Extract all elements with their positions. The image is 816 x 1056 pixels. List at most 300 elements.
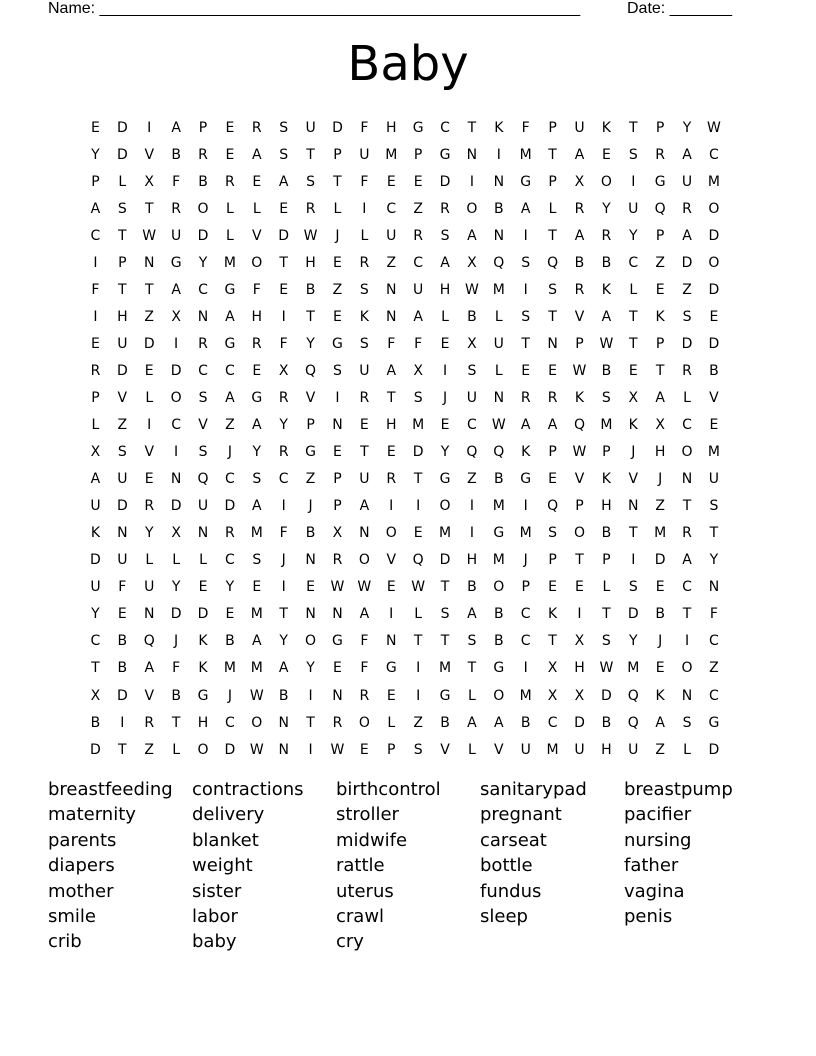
grid-letter: I bbox=[389, 606, 394, 623]
grid-letter: I bbox=[308, 687, 313, 704]
grid-letter: U bbox=[574, 119, 585, 136]
grid-letter: W bbox=[330, 579, 345, 596]
grid-letter: G bbox=[197, 687, 209, 704]
grid-letter: L bbox=[145, 552, 154, 569]
grid-letter: S bbox=[117, 444, 127, 461]
grid-letter: N bbox=[197, 308, 209, 325]
grid-letter: T bbox=[709, 525, 719, 542]
grid-letter: I bbox=[469, 173, 474, 190]
grid-letter: B bbox=[171, 146, 181, 163]
grid-letter: Y bbox=[225, 579, 235, 596]
grid-letter: T bbox=[171, 714, 181, 731]
grid-letter: H bbox=[601, 741, 612, 758]
word-list-item: smile bbox=[48, 905, 96, 927]
grid-letter: N bbox=[117, 525, 128, 542]
grid-letter: R bbox=[359, 687, 370, 704]
word-list-item: midwife bbox=[336, 829, 408, 851]
grid-letter: V bbox=[144, 687, 155, 704]
grid-letter: U bbox=[359, 471, 370, 488]
grid-letter: A bbox=[574, 227, 585, 244]
grid-letter: R bbox=[574, 200, 585, 217]
grid-letter: A bbox=[601, 308, 612, 325]
grid-letter: Y bbox=[628, 227, 638, 244]
grid-letter: D bbox=[627, 606, 639, 623]
grid-letter: W bbox=[249, 687, 264, 704]
grid-letter: Y bbox=[279, 633, 288, 650]
grid-letter: E bbox=[359, 417, 369, 434]
grid-letter: L bbox=[172, 552, 181, 569]
grid-letter: Y bbox=[306, 335, 315, 352]
grid-letter: K bbox=[90, 525, 101, 542]
word-list-item: breastpump bbox=[624, 779, 733, 800]
grid-letter: Y bbox=[171, 579, 181, 596]
grid-letter: X bbox=[332, 525, 343, 542]
grid-letter: S bbox=[252, 552, 262, 569]
grid-letter: E bbox=[144, 471, 154, 488]
grid-letter: O bbox=[305, 633, 317, 650]
grid-letter: I bbox=[308, 741, 313, 758]
grid-letter: T bbox=[306, 146, 315, 163]
grid-letter: B bbox=[655, 606, 665, 623]
grid-letter: V bbox=[386, 552, 397, 569]
grid-letter: A bbox=[171, 119, 181, 136]
grid-letter: R bbox=[547, 389, 558, 406]
grid-letter: S bbox=[306, 173, 316, 190]
grid-letter: L bbox=[118, 173, 127, 190]
grid-letter: Z bbox=[709, 660, 719, 677]
grid-letter: Q bbox=[627, 687, 639, 704]
grid-letter: L bbox=[199, 552, 207, 569]
grid-letter: F bbox=[387, 335, 396, 352]
grid-letter: D bbox=[681, 335, 693, 352]
word-list-item: delivery bbox=[192, 804, 265, 826]
grid-letter: R bbox=[251, 119, 262, 136]
grid-letter: Z bbox=[144, 308, 155, 325]
grid-letter: Q bbox=[143, 633, 155, 650]
grid-letter: G bbox=[251, 389, 263, 406]
grid-letter: L bbox=[172, 741, 181, 758]
grid-letter: T bbox=[413, 633, 423, 650]
grid-letter: R bbox=[440, 200, 450, 217]
grid-letter: R bbox=[359, 389, 370, 406]
grid-letter: A bbox=[278, 660, 289, 677]
grid-letter: I bbox=[147, 119, 152, 136]
grid-letter: N bbox=[143, 254, 155, 271]
grid-letter: G bbox=[493, 525, 505, 542]
grid-letter: S bbox=[467, 362, 477, 379]
header-fields bbox=[48, 0, 748, 20]
grid-letter: M bbox=[385, 146, 398, 163]
grid-letter: C bbox=[520, 633, 531, 650]
grid-letter: S bbox=[601, 389, 611, 406]
grid-letter: N bbox=[493, 227, 505, 244]
grid-letter: T bbox=[548, 146, 557, 163]
grid-letter: C bbox=[520, 606, 531, 623]
grid-letter: L bbox=[414, 606, 423, 623]
grid-letter: Z bbox=[386, 254, 397, 271]
grid-letter: R bbox=[278, 444, 289, 461]
grid-letter: Q bbox=[654, 200, 666, 217]
grid-letter: S bbox=[440, 227, 450, 244]
grid-letter: Q bbox=[466, 444, 478, 461]
grid-letter: S bbox=[252, 471, 262, 488]
grid-letter: D bbox=[116, 498, 128, 515]
grid-letter: R bbox=[682, 200, 692, 217]
grid-letter: L bbox=[468, 687, 476, 704]
grid-letter: G bbox=[385, 660, 397, 677]
grid-letter: E bbox=[548, 362, 558, 379]
grid-letter: A bbox=[171, 281, 181, 298]
grid-letter: M bbox=[223, 660, 236, 677]
grid-letter: E bbox=[117, 606, 127, 623]
grid-letter: U bbox=[413, 281, 424, 298]
word-list-item: bottle bbox=[480, 855, 533, 877]
grid-letter: I bbox=[631, 552, 636, 569]
grid-letter: E bbox=[386, 444, 396, 461]
grid-letter: I bbox=[147, 417, 152, 434]
grid-letter: N bbox=[386, 633, 397, 650]
grid-letter: O bbox=[358, 552, 370, 569]
word-list-item: pregnant bbox=[480, 804, 562, 826]
grid-letter: Y bbox=[144, 525, 154, 542]
grid-letter: Q bbox=[547, 254, 559, 271]
grid-letter: L bbox=[360, 227, 369, 244]
grid-letter: P bbox=[575, 498, 584, 515]
grid-letter: B bbox=[467, 308, 477, 325]
grid-letter: H bbox=[654, 444, 666, 461]
grid-letter: U bbox=[305, 119, 316, 136]
grid-letter: T bbox=[655, 362, 665, 379]
grid-letter: B bbox=[171, 687, 181, 704]
grid-letter: V bbox=[198, 417, 208, 434]
grid-letter: C bbox=[709, 633, 719, 650]
grid-letter: D bbox=[332, 119, 343, 136]
grid-letter: S bbox=[628, 579, 638, 596]
grid-letter: A bbox=[90, 200, 101, 217]
grid-letter: J bbox=[335, 227, 340, 244]
grid-letter: E bbox=[252, 362, 262, 379]
grid-letter: J bbox=[442, 389, 448, 406]
grid-letter: Q bbox=[305, 362, 317, 379]
word-list-item: sister bbox=[192, 880, 242, 902]
grid-letter: U bbox=[359, 362, 370, 379]
grid-letter: A bbox=[520, 200, 531, 217]
word-list-item: father bbox=[624, 855, 679, 877]
grid-letter: V bbox=[494, 741, 504, 758]
grid-letter: A bbox=[655, 714, 665, 731]
grid-letter: R bbox=[171, 200, 181, 217]
grid-letter: K bbox=[547, 606, 558, 623]
grid-letter: D bbox=[224, 741, 236, 758]
grid-letter: D bbox=[574, 714, 585, 731]
grid-letter: P bbox=[413, 146, 423, 163]
grid-letter: E bbox=[575, 579, 584, 596]
grid-letter: E bbox=[386, 173, 396, 190]
grid-letter: Z bbox=[332, 281, 343, 298]
grid-letter: W bbox=[599, 335, 614, 352]
grid-letter: G bbox=[493, 660, 505, 677]
grid-letter: I bbox=[416, 660, 421, 677]
grid-letter: K bbox=[655, 308, 665, 325]
grid-letter: Z bbox=[305, 471, 316, 488]
grid-letter: O bbox=[251, 254, 263, 271]
grid-letter: U bbox=[466, 389, 478, 406]
grid-letter: O bbox=[681, 444, 693, 461]
grid-letter: L bbox=[145, 389, 154, 406]
grid-letter: D bbox=[708, 741, 720, 758]
grid-letter: A bbox=[547, 417, 558, 434]
grid-letter: X bbox=[574, 633, 585, 650]
grid-letter: G bbox=[224, 335, 236, 352]
grid-letter: N bbox=[278, 714, 289, 731]
grid-letter: G bbox=[439, 146, 451, 163]
grid-letter: G bbox=[654, 173, 666, 190]
grid-letter: E bbox=[655, 579, 665, 596]
word-list-item: contractions bbox=[192, 779, 304, 800]
grid-letter: E bbox=[279, 200, 289, 217]
grid-letter: L bbox=[494, 362, 503, 379]
grid-letter: S bbox=[413, 741, 423, 758]
grid-letter: M bbox=[546, 741, 559, 758]
grid-letter: D bbox=[116, 687, 128, 704]
grid-letter: E bbox=[709, 308, 719, 325]
grid-letter: T bbox=[91, 660, 100, 677]
grid-letter: V bbox=[305, 389, 316, 406]
grid-letter: O bbox=[600, 173, 612, 190]
grid-letter: D bbox=[116, 362, 128, 379]
grid-letter: G bbox=[305, 444, 316, 461]
grid-letter: K bbox=[601, 119, 611, 136]
grid-letter: I bbox=[389, 498, 394, 515]
grid-letter: N bbox=[332, 606, 343, 623]
grid-letter: X bbox=[574, 173, 585, 190]
grid-letter: E bbox=[91, 335, 100, 352]
grid-letter: B bbox=[520, 714, 531, 731]
grid-letter: B bbox=[601, 525, 612, 542]
grid-letter: T bbox=[467, 660, 477, 677]
grid-letter: E bbox=[386, 579, 396, 596]
grid-letter: V bbox=[144, 444, 155, 461]
grid-letter: T bbox=[279, 606, 288, 623]
word-list-item: mother bbox=[48, 880, 114, 902]
grid-letter: O bbox=[493, 687, 505, 704]
grid-letter: R bbox=[90, 362, 101, 379]
word-list-item: weight bbox=[192, 855, 253, 877]
grid-letter: Q bbox=[547, 498, 559, 515]
grid-letter: E bbox=[628, 362, 638, 379]
grid-letter: H bbox=[385, 119, 397, 136]
grid-letter: A bbox=[252, 146, 262, 163]
grid-letter: S bbox=[601, 633, 611, 650]
grid-letter: I bbox=[523, 227, 528, 244]
grid-letter: T bbox=[413, 471, 423, 488]
grid-letter: F bbox=[118, 579, 127, 596]
grid-letter: H bbox=[305, 254, 316, 271]
word-list-item: carseat bbox=[480, 829, 547, 851]
grid-letter: E bbox=[279, 281, 289, 298]
grid-letter: U bbox=[628, 741, 639, 758]
grid-letter: C bbox=[225, 471, 235, 488]
grid-letter: Z bbox=[655, 498, 665, 515]
grid-letter: I bbox=[442, 362, 448, 379]
grid-letter: B bbox=[440, 714, 450, 731]
grid-letter: E bbox=[306, 579, 315, 596]
grid-letter: X bbox=[171, 525, 181, 542]
grid-letter: L bbox=[225, 227, 234, 244]
grid-letter: C bbox=[413, 254, 424, 271]
grid-letter: H bbox=[439, 281, 451, 298]
grid-letter: A bbox=[278, 173, 289, 190]
grid-letter: F bbox=[252, 281, 261, 298]
grid-letter: B bbox=[494, 633, 504, 650]
grid-letter: P bbox=[521, 579, 530, 596]
grid-letter: G bbox=[520, 471, 532, 488]
grid-letter: N bbox=[547, 335, 558, 352]
grid-letter: N bbox=[143, 606, 155, 623]
grid-letter: F bbox=[360, 119, 369, 136]
grid-letter: U bbox=[493, 335, 504, 352]
grid-letter: J bbox=[227, 687, 232, 704]
grid-letter: P bbox=[333, 471, 342, 488]
grid-letter: H bbox=[466, 552, 478, 569]
grid-letter: D bbox=[439, 173, 451, 190]
grid-letter: F bbox=[709, 606, 718, 623]
grid-letter: U bbox=[170, 227, 182, 244]
grid-letter: V bbox=[144, 146, 155, 163]
grid-letter: P bbox=[548, 173, 557, 190]
grid-letter: Z bbox=[467, 471, 477, 488]
grid-letter: D bbox=[197, 606, 209, 623]
grid-letter: P bbox=[333, 498, 342, 515]
word-list-item: cry bbox=[336, 931, 364, 953]
grid-letter: O bbox=[197, 741, 209, 758]
grid-letter: A bbox=[252, 498, 262, 515]
grid-letter: E bbox=[386, 687, 396, 704]
grid-letter: B bbox=[90, 714, 101, 731]
grid-letter: U bbox=[197, 498, 209, 515]
grid-letter: B bbox=[305, 525, 316, 542]
grid-letter: H bbox=[574, 660, 585, 677]
grid-letter: H bbox=[601, 498, 612, 515]
grid-letter: E bbox=[521, 362, 531, 379]
grid-letter: X bbox=[467, 335, 477, 352]
grid-letter: R bbox=[682, 362, 692, 379]
grid-letter: K bbox=[198, 660, 208, 677]
grid-letter: M bbox=[519, 525, 532, 542]
word-list-item: maternity bbox=[48, 804, 136, 826]
grid-letter: D bbox=[116, 119, 128, 136]
grid-letter: N bbox=[681, 687, 693, 704]
grid-letter: S bbox=[709, 498, 719, 515]
grid-letter: E bbox=[91, 119, 100, 136]
grid-letter: T bbox=[333, 173, 342, 190]
grid-letter: R bbox=[305, 200, 316, 217]
grid-letter: L bbox=[91, 417, 100, 434]
grid-letter: D bbox=[170, 606, 182, 623]
grid-letter: C bbox=[628, 254, 639, 271]
grid-letter: Y bbox=[306, 660, 315, 677]
word-list-item: crib bbox=[48, 931, 82, 953]
grid-letter: U bbox=[90, 498, 101, 515]
grid-letter: T bbox=[360, 444, 369, 461]
grid-letter: U bbox=[708, 471, 720, 488]
grid-letter: S bbox=[440, 606, 450, 623]
word-list-item: rattle bbox=[336, 855, 385, 877]
grid-letter: L bbox=[683, 389, 691, 406]
grid-letter: I bbox=[469, 525, 474, 542]
grid-letter: R bbox=[144, 714, 155, 731]
grid-letter: S bbox=[521, 308, 531, 325]
grid-letter: E bbox=[655, 660, 665, 677]
grid-letter: B bbox=[601, 254, 612, 271]
grid-letter: U bbox=[359, 146, 370, 163]
grid-letter: T bbox=[548, 308, 557, 325]
grid-letter: L bbox=[441, 308, 449, 325]
grid-letter: F bbox=[521, 119, 530, 136]
grid-letter: K bbox=[628, 417, 638, 434]
grid-letter: V bbox=[709, 389, 719, 406]
grid-letter: T bbox=[306, 714, 315, 731]
grid-letter: N bbox=[332, 687, 343, 704]
grid-letter: F bbox=[172, 660, 181, 677]
grid-letter: E bbox=[333, 254, 342, 271]
word-list-item: birthcontrol bbox=[336, 779, 441, 800]
grid-letter: X bbox=[90, 444, 101, 461]
grid-letter: X bbox=[144, 173, 155, 190]
grid-letter: J bbox=[658, 633, 663, 650]
grid-letter: E bbox=[225, 146, 235, 163]
grid-letter: E bbox=[709, 417, 719, 434]
grid-letter: A bbox=[413, 308, 423, 325]
grid-letter: T bbox=[306, 308, 315, 325]
grid-letter: B bbox=[278, 687, 289, 704]
grid-letter: G bbox=[170, 254, 182, 271]
grid-letter: Y bbox=[628, 633, 638, 650]
grid-letter: I bbox=[684, 633, 690, 650]
grid-letter: E bbox=[413, 525, 423, 542]
grid-letter: R bbox=[682, 525, 692, 542]
grid-letter: T bbox=[118, 741, 127, 758]
grid-letter: I bbox=[577, 606, 582, 623]
grid-letter: Z bbox=[655, 254, 665, 271]
grid-letter: M bbox=[600, 417, 613, 434]
grid-letter: M bbox=[492, 281, 505, 298]
word-list-item: stroller bbox=[336, 804, 399, 826]
word-list-item: nursing bbox=[624, 829, 692, 851]
grid-letter: A bbox=[359, 498, 370, 515]
grid-letter: S bbox=[359, 335, 369, 352]
grid-letter: N bbox=[681, 471, 693, 488]
grid-letter: E bbox=[440, 335, 450, 352]
grid-letter: I bbox=[523, 660, 528, 677]
grid-letter: I bbox=[416, 498, 421, 515]
grid-letter: S bbox=[333, 362, 342, 379]
grid-letter: W bbox=[491, 417, 506, 434]
grid-letter: R bbox=[198, 335, 208, 352]
grid-letter: N bbox=[493, 173, 505, 190]
grid-letter: L bbox=[468, 741, 476, 758]
grid-letter: J bbox=[631, 444, 636, 461]
grid-letter: O bbox=[708, 200, 720, 217]
word-list-item: pacifier bbox=[624, 804, 692, 826]
grid-letter: L bbox=[602, 579, 611, 596]
grid-letter: M bbox=[223, 254, 236, 271]
grid-letter: L bbox=[225, 200, 234, 217]
grid-letter: C bbox=[198, 281, 208, 298]
grid-letter: O bbox=[573, 525, 585, 542]
grid-letter: C bbox=[225, 362, 235, 379]
word-list-item: sanitarypad bbox=[480, 779, 587, 800]
